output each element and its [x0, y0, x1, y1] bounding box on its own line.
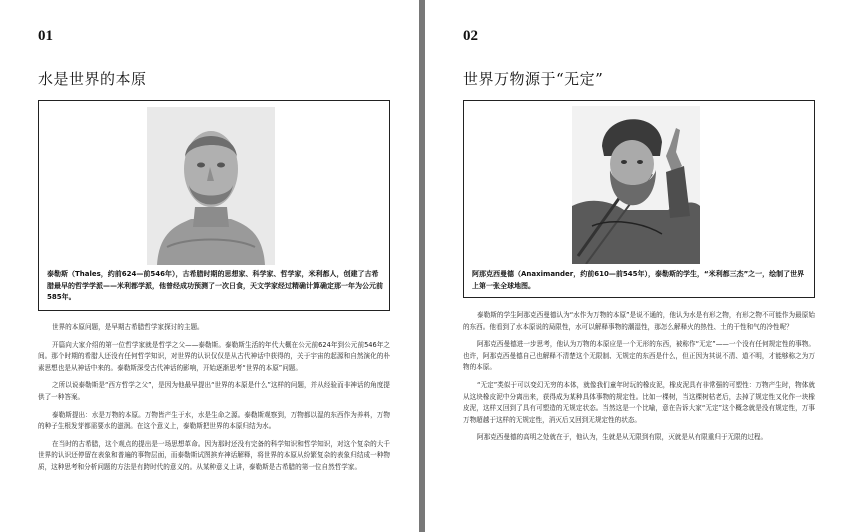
page-title: 水是世界的本原	[38, 70, 147, 88]
page-left	[0, 0, 419, 532]
paragraph: 泰勒斯提出：水是万物的本原。万物皆产生于水，水是生命之源。泰勒斯观察到，万物都以湿的东西作为养料，万物的种子生根发芽都需要水的滋润。在这个意义上，泰勒斯把世界的本原归结为水。	[38, 410, 390, 431]
page-number: 01	[38, 28, 53, 44]
anaximander-portrait-image	[572, 106, 700, 264]
paragraph: 之所以说泰勒斯是“西方哲学之父”，是因为他最早提出“世界的本原是什么”这样的问题，并从经验而非神话的角度提供了一种答案。	[38, 381, 390, 401]
paragraph: 在当时的古希腊，这个观点的提出是一场思想革命。因为那时还没有完备的科学知识和哲学知识，对这个复杂的大千世界的认识还停留在表象和普遍的事物层面，而泰勒斯试图摈弃神话解释，将世界的本原从纷繁复杂的表象归结成一种物质，这种思考和分析问题的方法是有跨时代的意义的。从某种意义上讲，泰勒斯是古希腊的第一位自然哲学家。	[38, 439, 390, 471]
paragraph: 泰勒斯的学生阿那克西曼德认为“水作为万物的本原”是说不通的，他认为水是有形之物，有形之物不可能作为最原始的东西。他看到了水本原说的局限性，水可以解释事物的潮湿性，那怎么解释火的热性、土的干性和气的冷性呢？	[463, 311, 815, 331]
page-number: 02	[463, 28, 478, 44]
paragraph: 开篇向大家介绍的第一位哲学家就是哲学之父——泰勒斯。泰勒斯生活的年代大概在公元前624年到公元前546年之间。那个时期的希腊人还没有任何哲学知识，对世界的认识仅仅是从古代神话中获得的，关于宇宙的起源和自然演化的朴素思想也是从神话中来的。泰勒斯深受古代神话的影响，开始逐渐思考“世界的本原”问题。	[38, 340, 390, 372]
page-title: 世界万物源于“无定”	[463, 70, 604, 88]
figure-box	[463, 100, 815, 298]
paragraph: “无定”类似于可以变幻无穷的本体，就像我们童年时玩的橡皮泥，橡皮泥具有非常强的可塑性：万物产生时，物体就从这块橡皮泥中分离出来，获得成为某种具体事物的规定性。比如一棵树，当这棵树枯老后，去掉了规定性又化作一块橡皮泥，这样又回到了具有可塑造的无规定状态。当然这是一个比喻，意在告诉大家“无定”这个概念就是没有规定性，万事万物超越于这样的无规定性，消灭后又回到无规定性的状态。	[463, 380, 815, 424]
figure-caption: 阿那克西曼德（Anaximander，约前610—前545年），泰勒斯的学生，“米利都三杰”之一，绘制了世界上第一张全球地图。	[472, 270, 805, 290]
page-right	[425, 0, 844, 532]
thales-bust-image	[147, 107, 275, 265]
figure-caption: 泰勒斯（Thales，约前624—前546年），古希腊时期的思想家、科学家、哲学家，米利都人，创建了古希腊最早的哲学学派——米利都学派，他曾经成功预测了一次日食，天文学家经过精确计算确定那一年为公元前585年。	[47, 270, 383, 301]
paragraph: 世界的本原问题，是早期古希腊哲学家探讨的主题。	[52, 323, 204, 331]
paragraph: 阿那克西曼德的高明之处就在于，他认为，生就是从无限到有限，灭就是从有限重归于无限的过程。	[477, 433, 768, 442]
body-text	[38, 322, 390, 480]
paragraph: 阿那克西曼德进一步思考，他认为万物的本原应是一个无形的东西，被称作“无定”——一个没有任何规定性的事物。也许，阿那克西曼德自己也解释不清楚这个无限制、无规定的东西是什么，但正因为其说不清、道不明，才能够称之为万物的本原。	[463, 340, 815, 372]
body-text	[463, 310, 815, 450]
figure-box	[38, 100, 390, 311]
